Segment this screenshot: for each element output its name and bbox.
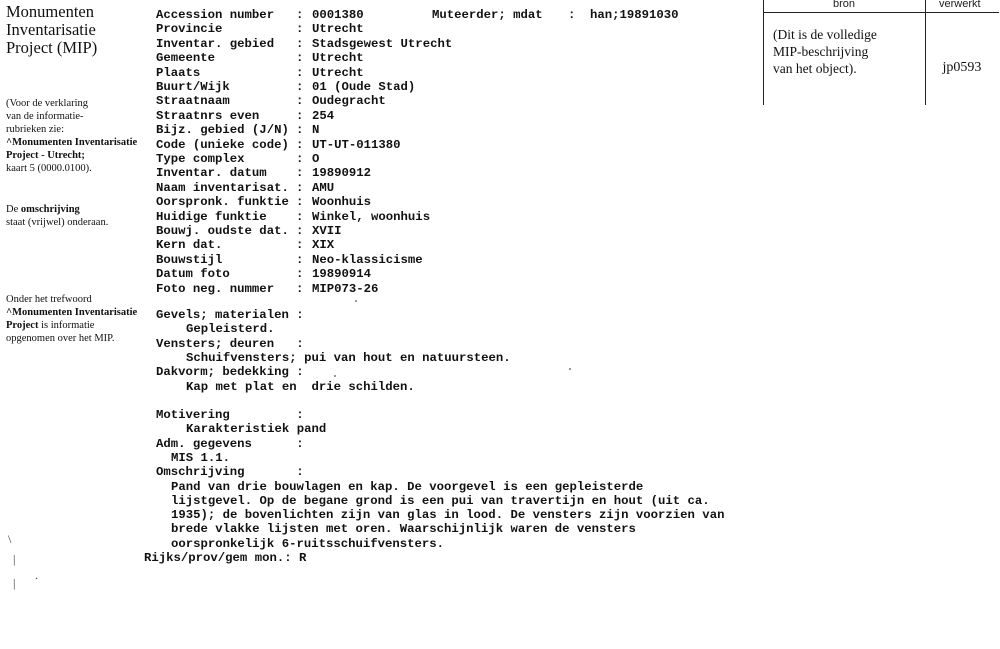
omschrijving-line: oorspronkelijk 6-ruitsschuifvensters. xyxy=(171,536,445,551)
field-label: Datum foto xyxy=(156,267,230,282)
field-value: 19890912 xyxy=(312,166,372,181)
field-label: Bijz. gebied (J/N) xyxy=(156,123,289,138)
field-label: Kern dat. xyxy=(156,238,223,253)
margin-mark: | xyxy=(13,552,16,566)
field-value: XVII xyxy=(312,224,342,238)
scan-speck xyxy=(355,300,357,302)
field-colon: : xyxy=(296,252,304,267)
field-colon: : xyxy=(296,137,304,152)
field-value: 19890914 xyxy=(312,267,372,282)
rijks-label: Rijks/prov/gem mon.: R xyxy=(144,551,307,565)
field-label: Provincie xyxy=(156,22,223,37)
note-description-text: staat (vrijwel) onderaan. xyxy=(6,217,109,228)
note-legend-line: kaart 5 (0000.0100). xyxy=(6,163,92,174)
field-colon: : xyxy=(296,8,304,22)
source-box-border-left xyxy=(763,0,764,105)
note-legend-line: van de informatie- xyxy=(6,111,84,122)
field-colon: : xyxy=(296,267,304,282)
source-box xyxy=(763,0,999,105)
field-label: Gemeente xyxy=(156,51,216,66)
field-label: Bouwj. oudste dat. xyxy=(156,224,289,238)
sidebar-title-line-3: Project (MIP) xyxy=(6,38,98,57)
field-value: 0001380 xyxy=(312,8,364,22)
field-colon: : xyxy=(296,152,304,166)
omschrijving-label: Omschrijving : xyxy=(156,465,304,480)
adm-value: MIS 1.1. xyxy=(171,450,231,465)
source-box-header-rule xyxy=(763,12,999,13)
margin-mark: \ xyxy=(8,532,12,546)
field-label: Huidige funktie xyxy=(156,209,267,224)
note-keyword-line: Onder het trefwoord xyxy=(6,294,92,305)
field-colon: : xyxy=(296,209,304,224)
field-label: Type complex xyxy=(156,152,245,166)
field-colon: : xyxy=(296,94,304,109)
dakvorm-label: Dakvorm; bedekking : xyxy=(156,365,304,380)
field-value: MIP073-26 xyxy=(312,281,379,296)
field-label: Code (unieke code) xyxy=(156,137,289,152)
margin-mark: | xyxy=(13,576,16,590)
field-value: Woonhuis xyxy=(312,195,372,210)
processed-code: jp0593 xyxy=(942,60,982,75)
vensters-value: Schuifvensters; pui van hout en natuursteen. xyxy=(186,350,511,365)
motivering-value: Karakteristiek pand xyxy=(186,422,327,437)
field-value: 254 xyxy=(312,108,335,123)
field-colon: : xyxy=(296,281,304,296)
note-keyword xyxy=(6,293,156,345)
omschrijving-line: 1935); de bovenlichten zijn van glas in lood. De vensters zijn voorzien van xyxy=(171,508,725,523)
field-colon: : xyxy=(296,36,304,51)
field-value: Neo-klassicisme xyxy=(312,252,423,267)
field-colon: : xyxy=(296,238,304,253)
note-description-text: De xyxy=(6,204,21,215)
field-value: 01 (Oude Stad) xyxy=(312,80,416,94)
scan-speck xyxy=(569,368,571,370)
scan-speck xyxy=(334,375,336,377)
field-label: Foto neg. nummer xyxy=(156,281,275,296)
field-value: XIX xyxy=(312,238,335,253)
field-colon: : xyxy=(296,180,304,195)
note-description xyxy=(6,203,156,229)
adm-label: Adm. gegevens : xyxy=(156,436,304,451)
omschrijving-line: Pand van drie bouwlagen en kap. De voorgevel is een gepleisterde xyxy=(171,479,644,494)
motivering-label: Motivering : xyxy=(156,408,304,422)
note-legend-ref: ^Monumenten Inventarisatie xyxy=(6,137,138,148)
header-verwerkt: verwerkt xyxy=(939,0,981,10)
muteerder-value: han;19891030 xyxy=(590,8,679,22)
gevels-label: Gevels; materialen : xyxy=(156,308,304,322)
source-box-divider xyxy=(925,0,926,105)
field-colon: : xyxy=(296,166,304,181)
dakvorm-value: Kap met plat en drie schilden. xyxy=(186,379,415,394)
field-colon: : xyxy=(296,80,304,94)
note-keyword-line: opgenomen over het MIP. xyxy=(6,333,115,344)
note-legend-ref: Project - Utrecht; xyxy=(6,150,85,161)
sidebar-title-line-1: Monumenten xyxy=(6,2,94,21)
header-bron: bron xyxy=(833,0,856,10)
field-label: Buurt/Wijk xyxy=(156,80,230,94)
field-label: Straatnrs even xyxy=(156,108,260,123)
field-colon: : xyxy=(296,123,304,138)
field-label: Accession number xyxy=(156,8,275,22)
gevels-value: Gepleisterd. xyxy=(186,322,275,337)
field-label: Oorspronk. funktie xyxy=(156,195,289,210)
sidebar-title-line-2: Inventarisatie xyxy=(6,20,96,39)
field-value: Utrecht xyxy=(312,51,364,66)
field-value: Oudegracht xyxy=(312,94,386,109)
field-colon: : xyxy=(296,51,304,66)
field-value: UT-UT-011380 xyxy=(312,137,401,152)
muteerder-colon: : xyxy=(568,8,576,22)
field-label: Straatnaam xyxy=(156,94,230,109)
muteerder-label: Muteerder; mdat xyxy=(432,8,543,22)
field-colon: : xyxy=(296,22,304,37)
field-value: Utrecht xyxy=(312,65,364,80)
field-colon: : xyxy=(296,65,304,80)
note-legend-line: rubrieken zie: xyxy=(6,124,65,135)
field-value: Winkel, woonhuis xyxy=(312,209,431,224)
field-value: Stadsgewest Utrecht xyxy=(312,36,453,51)
field-value: O xyxy=(312,152,320,166)
field-colon: : xyxy=(296,224,304,238)
note-keyword-bold: Project xyxy=(6,320,39,331)
field-colon: : xyxy=(296,195,304,210)
source-description-line: (Dit is de volledige xyxy=(773,27,877,42)
field-label: Bouwstijl xyxy=(156,252,223,267)
source-description-line: MIP-beschrijving xyxy=(773,44,869,59)
field-colon: : xyxy=(296,108,304,123)
note-legend-line: (Voor de verklaring xyxy=(6,98,89,109)
field-label: Plaats xyxy=(156,65,201,80)
field-label: Inventar. datum xyxy=(156,166,267,181)
omschrijving-line: lijstgevel. Op de begane grond is een pui van travertijn en hout (uit ca. xyxy=(171,493,710,508)
source-description-line: van het object). xyxy=(773,61,857,76)
field-value: Utrecht xyxy=(312,22,364,37)
note-keyword-text: is informatie xyxy=(38,320,95,331)
omschrijving-line: brede vlakke lijsten met oren. Waarschijnlijk waren de vensters xyxy=(171,522,636,537)
field-value: N xyxy=(312,123,320,138)
margin-mark: . xyxy=(35,568,38,582)
note-description-bold: omschrijving xyxy=(20,204,80,215)
field-label: Inventar. gebied xyxy=(156,36,275,51)
field-label: Naam inventarisat. xyxy=(156,180,289,195)
note-legend xyxy=(6,97,156,175)
source-description xyxy=(773,26,923,77)
field-value: AMU xyxy=(312,180,335,195)
note-keyword-ref: ^Monumenten Inventarisatie xyxy=(6,307,138,318)
vensters-label: Vensters; deuren : xyxy=(156,336,304,351)
